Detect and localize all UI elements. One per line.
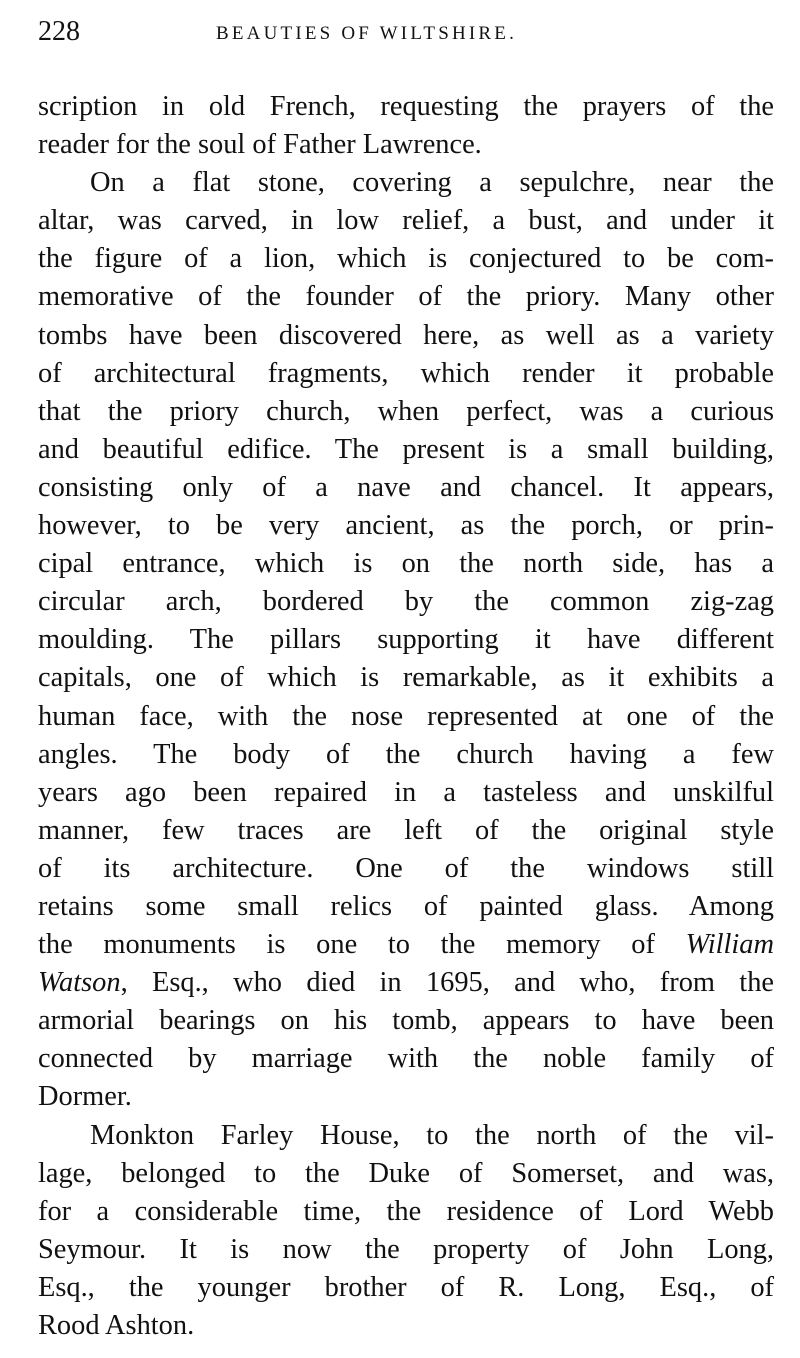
text-line: retains some small relics of painted glass. Among <box>38 890 774 922</box>
text-line: memorative of the founder of the priory. Many other <box>38 281 774 313</box>
body-text <box>38 88 774 1345</box>
text-line: of architectural fragments, which render it probable <box>38 357 774 389</box>
text-line: circular arch, bordered by the common zig-zag <box>38 586 774 618</box>
text-line: Dormer. <box>38 1081 132 1113</box>
text-segment: , Esq., who died in 1695, and who, from the <box>120 967 774 999</box>
text-line: scription in old French, requesting the prayers of the <box>38 91 774 122</box>
text-line: On a flat stone, covering a sepulchre, near the <box>90 167 774 199</box>
italic-name: William <box>685 929 774 961</box>
text-line: human face, with the nose represented at one of the <box>38 700 774 732</box>
text-line: that the priory church, when perfect, was a curious <box>38 395 774 427</box>
text-line: capitals, one of which is remarkable, as it exhibits a <box>38 662 774 694</box>
text-line: however, to be very ancient, as the porch, or prin- <box>38 510 774 542</box>
text-line: cipal entrance, which is on the north side, has a <box>38 548 774 580</box>
text-line: moulding. The pillars supporting it have different <box>38 624 774 656</box>
text-line: of its architecture. One of the windows still <box>38 852 774 884</box>
text-line: connected by marriage with the noble family of <box>38 1043 774 1075</box>
text-line: Seymour. It is now the property of John Long, <box>38 1233 774 1265</box>
running-title: BEAUTIES OF WILTSHIRE. <box>216 23 518 44</box>
running-head <box>38 14 774 54</box>
text-line: tombs have been discovered here, as well as a variety <box>38 319 774 351</box>
text-line <box>38 926 774 964</box>
text-line: years ago been repaired in a tasteless and unskilful <box>38 776 774 808</box>
text-line: the figure of a lion, which is conjectured to be com- <box>38 243 774 275</box>
text-line: consisting only of a nave and chancel. It appears, <box>38 471 774 503</box>
text-line: lage, belonged to the Duke of Somerset, and was, <box>38 1157 774 1189</box>
text-line: and beautiful edifice. The present is a small building, <box>38 433 774 465</box>
text-line: angles. The body of the church having a few <box>38 738 774 770</box>
text-line: for a considerable time, the residence of Lord Webb <box>38 1195 774 1227</box>
text-line <box>38 964 774 1002</box>
text-line: Esq., the younger brother of R. Long, Esq., of <box>38 1271 774 1303</box>
text-line: armorial bearings on his tomb, appears to have been <box>38 1005 774 1037</box>
text-line: manner, few traces are left of the original style <box>38 814 774 846</box>
page-number: 228 <box>38 16 80 47</box>
book-page <box>38 14 774 1345</box>
text-line: Rood Ashton. <box>38 1310 195 1341</box>
text-line: altar, was carved, in low relief, a bust, and under it <box>38 205 774 237</box>
text-line: reader for the soul of Father Lawrence. <box>38 129 482 161</box>
text-line: Monkton Farley House, to the north of the vil- <box>90 1119 774 1151</box>
italic-name: Watson <box>38 967 121 999</box>
text-segment: the monuments is one to the memory of <box>38 929 655 961</box>
